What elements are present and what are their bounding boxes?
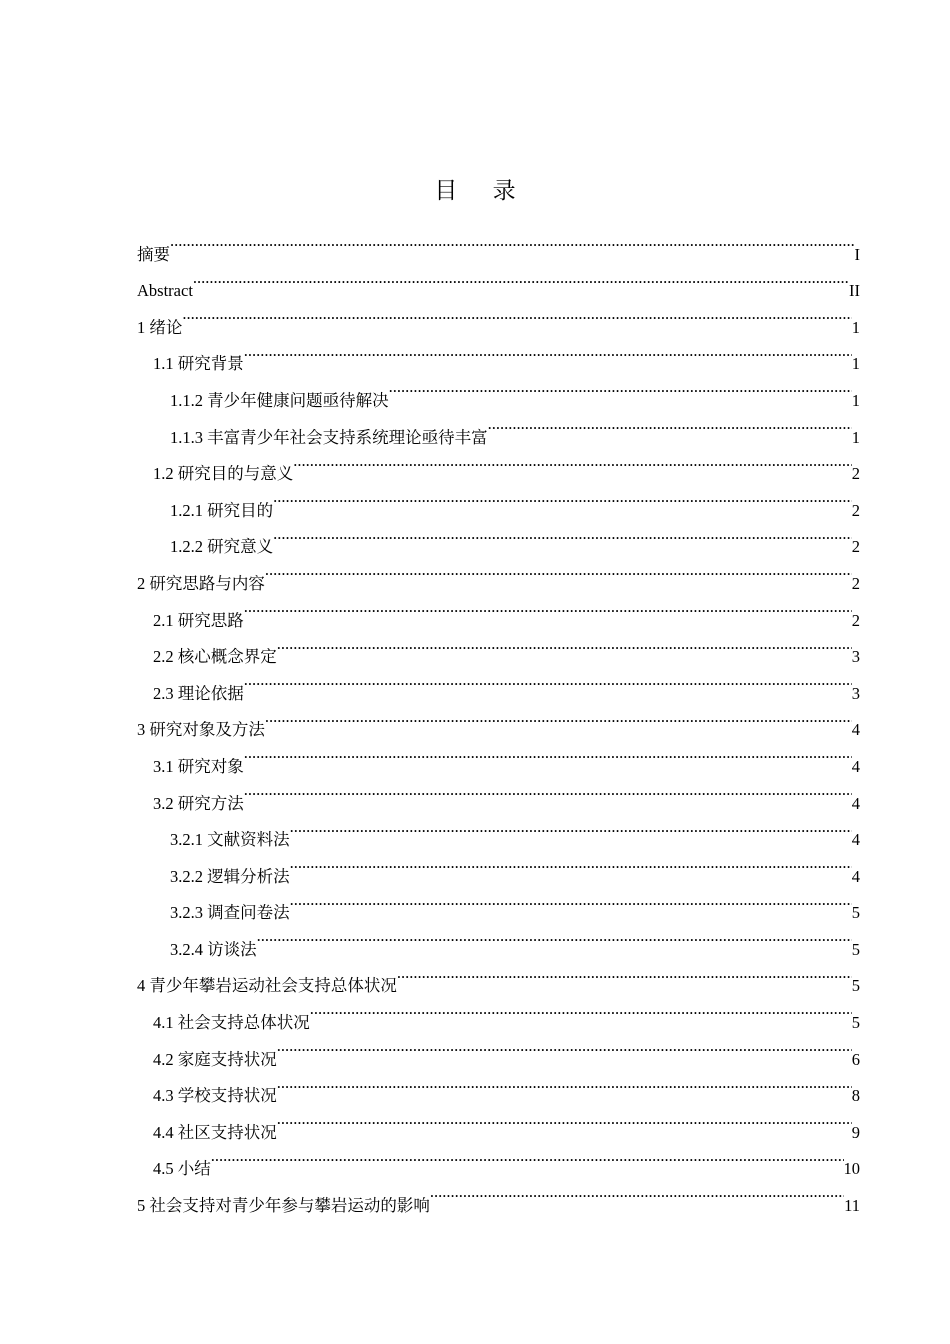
toc-entry[interactable] <box>137 589 860 630</box>
toc-dot-leader <box>290 882 852 919</box>
toc-entry[interactable] <box>137 223 860 264</box>
toc-dot-leader <box>244 662 852 699</box>
toc-entry-page: II <box>849 281 860 301</box>
toc-dot-leader <box>488 406 852 443</box>
toc-entry-page: 5 <box>851 939 860 959</box>
toc-entry-label: 3.2.2 逻辑分析法 <box>170 866 290 886</box>
toc-entry-page: 9 <box>851 1122 860 1142</box>
toc-entry[interactable] <box>137 626 860 667</box>
toc-entry-label: Abstract <box>137 281 193 301</box>
toc-entry-label: 2.3 理论依据 <box>153 683 244 703</box>
toc-entry-label: 1.1 研究背景 <box>153 354 244 374</box>
toc-entry-label: 3 研究对象及方法 <box>137 720 265 740</box>
toc-entry-label: 4.4 社区支持状况 <box>153 1122 277 1142</box>
toc-entry[interactable] <box>137 296 860 337</box>
toc-entry-page: 1 <box>851 427 860 447</box>
toc-entry[interactable] <box>137 369 860 410</box>
toc-dot-leader <box>182 296 851 333</box>
toc-entry-page: 2 <box>851 573 860 593</box>
toc-dot-leader <box>211 1138 844 1175</box>
toc-entry-page: 5 <box>851 1013 860 1033</box>
toc-entry[interactable] <box>137 1174 860 1216</box>
toc-entry-label: 2.1 研究思路 <box>153 610 244 630</box>
toc-entry-page: 2 <box>851 610 860 630</box>
toc-entry-label: 2 研究思路与内容 <box>137 573 265 593</box>
toc-entry-page: 11 <box>844 1196 860 1216</box>
toc-entry[interactable] <box>137 662 860 703</box>
toc-dot-leader <box>277 626 852 663</box>
toc-entry-label: 4.5 小结 <box>153 1159 211 1179</box>
toc-dot-leader <box>290 845 852 882</box>
toc-entry-page: 4 <box>851 830 860 850</box>
toc-dot-leader <box>293 443 852 480</box>
toc-entry-label: 4.2 家庭支持状况 <box>153 1049 277 1069</box>
toc-entry-label: 摘要 <box>137 244 170 264</box>
toc-entry-label: 3.2.4 访谈法 <box>170 939 257 959</box>
toc-dot-leader <box>244 589 852 626</box>
toc-entry-page: 5 <box>851 976 860 996</box>
toc-entry-page: 3 <box>851 683 860 703</box>
toc-entry[interactable] <box>137 260 860 301</box>
toc-entry-page: 1 <box>851 354 860 374</box>
toc-entry-page: 4 <box>851 756 860 776</box>
toc-dot-leader <box>273 479 852 516</box>
toc-entry-label: 1.2.2 研究意义 <box>170 537 274 557</box>
toc-entry-label: 4.1 社会支持总体状况 <box>153 1013 310 1033</box>
toc-entry-page: 5 <box>851 903 860 923</box>
toc-entry-page: 2 <box>851 537 860 557</box>
toc-entry-label: 1.1.3 丰富青少年社会支持系统理论亟待丰富 <box>170 427 488 447</box>
toc-entry-page: 4 <box>851 866 860 886</box>
toc-dot-leader <box>277 1028 852 1065</box>
toc-dot-leader <box>193 260 849 297</box>
toc-entry-label: 5 社会支持对青少年参与攀岩运动的影响 <box>137 1196 430 1216</box>
toc-dot-leader <box>257 918 852 955</box>
toc-entry[interactable] <box>137 333 860 374</box>
toc-dot-leader <box>389 369 852 406</box>
toc-entry-page: 4 <box>851 720 860 740</box>
toc-entry-label: 3.2.1 文献资料法 <box>170 830 290 850</box>
toc-dot-leader <box>277 1101 852 1138</box>
toc-entry-label: 3.1 研究对象 <box>153 756 244 776</box>
toc-entry-label: 1.2 研究目的与意义 <box>153 464 294 484</box>
toc-entry-page: 3 <box>851 647 860 667</box>
toc-title: 目 录 <box>434 178 530 204</box>
toc-dot-leader <box>244 735 852 772</box>
toc-dot-leader <box>265 552 852 589</box>
toc-dot-leader <box>310 991 852 1028</box>
toc-entry-page: I <box>854 244 860 264</box>
toc-entry[interactable] <box>137 699 860 740</box>
toc-entry[interactable] <box>137 1138 860 1179</box>
toc-entry-label: 1 绪论 <box>137 317 183 337</box>
toc-entry-label: 1.2.1 研究目的 <box>170 500 274 520</box>
toc-entry-page: 10 <box>843 1159 860 1179</box>
toc-entry-label: 3.2.3 调查问卷法 <box>170 903 290 923</box>
toc-dot-leader <box>290 809 852 846</box>
toc-dot-leader <box>277 1065 852 1102</box>
toc-dot-leader <box>244 772 852 809</box>
toc-entry-label: 2.2 核心概念界定 <box>153 647 277 667</box>
toc-entry-label: 3.2 研究方法 <box>153 793 244 813</box>
toc-entry[interactable] <box>137 735 860 776</box>
toc-entry[interactable] <box>137 809 860 850</box>
toc-entry-label: 4 青少年攀岩运动社会支持总体状况 <box>137 976 397 996</box>
toc-entry-label: 1.1.2 青少年健康问题亟待解决 <box>170 390 389 410</box>
toc-entry-page: 6 <box>851 1049 860 1069</box>
table-of-contents <box>137 223 860 1216</box>
toc-dot-leader <box>430 1174 844 1211</box>
toc-dot-leader <box>244 333 852 370</box>
toc-entry-page: 1 <box>851 390 860 410</box>
toc-entry-page: 2 <box>851 464 860 484</box>
toc-entry-page: 8 <box>851 1086 860 1106</box>
toc-dot-leader <box>273 516 852 553</box>
toc-entry-page: 1 <box>851 317 860 337</box>
toc-dot-leader <box>265 699 852 736</box>
toc-entry-label: 4.3 学校支持状况 <box>153 1086 277 1106</box>
toc-entry-page: 4 <box>851 793 860 813</box>
toc-entry[interactable] <box>137 772 860 813</box>
toc-dot-leader <box>170 223 855 260</box>
toc-dot-leader <box>397 955 852 992</box>
toc-entry-page: 2 <box>851 500 860 520</box>
